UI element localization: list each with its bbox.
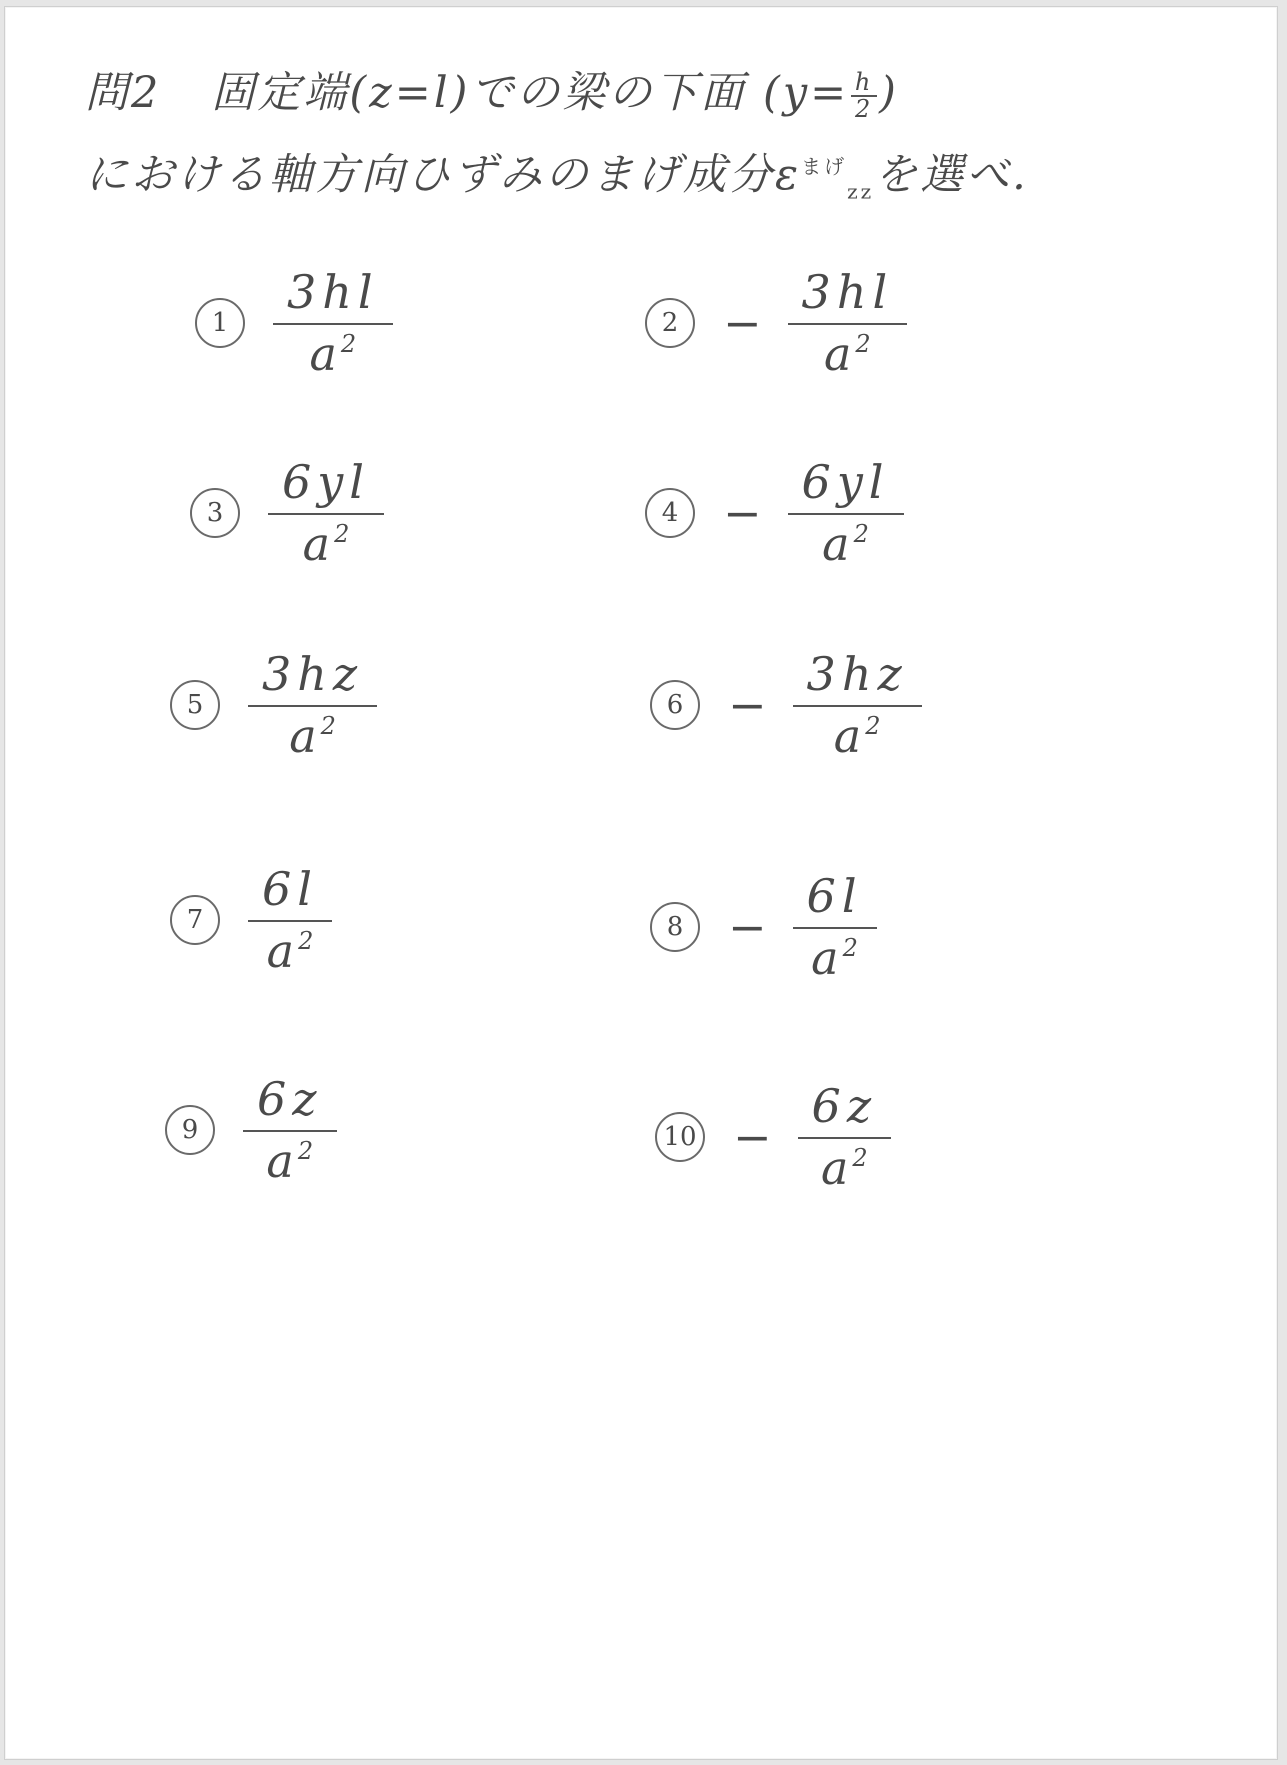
minus-sign: − <box>723 486 762 540</box>
question-fraction-numerator: h <box>854 67 874 96</box>
choice-numerator: 6z <box>811 1079 878 1133</box>
denominator-base: a <box>822 517 850 571</box>
denominator-exponent: 2 <box>340 330 357 358</box>
choice-number-circle: 6 <box>650 680 700 730</box>
question-line-1 <box>85 53 1235 135</box>
choice-number-circle: 10 <box>655 1112 705 1162</box>
choice-4[interactable] <box>645 455 904 571</box>
denominator-base: a <box>823 327 852 381</box>
choice-number-circle: 3 <box>190 488 240 538</box>
question-line-2 <box>85 135 1235 217</box>
choice-fraction <box>788 455 904 571</box>
choice-fraction <box>248 862 332 978</box>
minus-sign: − <box>728 900 767 954</box>
choice-number-circle: 1 <box>195 298 245 348</box>
choice-fraction <box>793 647 922 763</box>
denominator-exponent: 2 <box>320 712 336 740</box>
choice-10[interactable] <box>655 1079 891 1195</box>
choice-numerator: 3hl <box>801 265 894 319</box>
choice-denominator <box>289 707 336 763</box>
question-line1-text: 固定端(z=l)での梁の下面 <box>211 68 747 118</box>
question-line2-text: における軸方向ひずみのまげ成分ε <box>85 149 802 200</box>
denominator-base: a <box>266 1134 294 1188</box>
question-fraction-denominator: 2 <box>855 95 874 123</box>
choice-9[interactable] <box>165 1072 337 1188</box>
denominator-base: a <box>309 327 337 381</box>
choice-numerator: 3hz <box>262 647 364 701</box>
choice-5[interactable] <box>170 647 377 763</box>
choice-fraction <box>243 1072 337 1188</box>
choice-numerator: 6yl <box>801 455 890 509</box>
denominator-base: a <box>820 1141 849 1195</box>
denominator-exponent: 2 <box>865 712 881 740</box>
choice-number-circle: 2 <box>645 298 695 348</box>
choice-8[interactable] <box>650 869 877 985</box>
choice-fraction <box>268 455 384 571</box>
choice-numerator: 3hl <box>287 265 379 319</box>
choice-numerator: 6yl <box>282 455 370 509</box>
question-label: 問2 <box>85 68 162 118</box>
denominator-base: a <box>811 931 839 985</box>
minus-sign: − <box>733 1110 772 1164</box>
choice-denominator <box>834 707 881 763</box>
question-line2-end: を選べ. <box>874 149 1029 200</box>
question-symbol-subscript: zz <box>847 179 875 204</box>
paper-sheet <box>4 6 1278 1760</box>
choice-fraction <box>273 265 393 381</box>
denominator-exponent: 2 <box>853 520 869 548</box>
choice-denominator <box>822 515 869 571</box>
choice-number-circle: 5 <box>170 680 220 730</box>
choice-number-circle: 4 <box>645 488 695 538</box>
choice-fraction <box>248 647 377 763</box>
choice-numerator: 6l <box>262 862 318 916</box>
minus-sign: − <box>728 678 767 732</box>
denominator-base: a <box>833 709 862 763</box>
choice-fraction <box>798 1079 892 1195</box>
choice-2[interactable] <box>645 265 907 381</box>
choice-7[interactable] <box>170 862 332 978</box>
choice-denominator <box>267 922 314 978</box>
choice-denominator <box>303 515 350 571</box>
denominator-exponent: 2 <box>855 330 871 358</box>
question-condition-close: ) <box>879 68 899 118</box>
denominator-exponent: 2 <box>334 520 350 548</box>
question-symbol-superscript: まげ <box>801 154 848 179</box>
denominator-exponent: 2 <box>842 934 858 962</box>
choice-6[interactable] <box>650 647 922 763</box>
choice-number-circle: 9 <box>165 1105 215 1155</box>
question-condition-open: (y= <box>763 68 850 118</box>
choice-numerator: 3hz <box>806 647 908 701</box>
choice-numerator: 6l <box>806 869 863 923</box>
denominator-base: a <box>302 517 331 571</box>
choice-fraction <box>793 869 877 985</box>
denominator-exponent: 2 <box>298 927 314 955</box>
choice-numerator: 6z <box>257 1072 323 1126</box>
choice-denominator <box>811 929 858 985</box>
choice-number-circle: 7 <box>170 895 220 945</box>
denominator-exponent: 2 <box>297 1137 314 1165</box>
choice-denominator <box>266 1132 313 1188</box>
choice-denominator <box>824 325 871 381</box>
choice-1[interactable] <box>195 265 393 381</box>
choice-3[interactable] <box>190 455 384 571</box>
denominator-exponent: 2 <box>852 1144 868 1172</box>
question-fraction <box>851 67 877 123</box>
minus-sign: − <box>723 296 762 350</box>
choice-denominator <box>821 1139 868 1195</box>
denominator-base: a <box>266 924 295 978</box>
choice-denominator <box>309 325 356 381</box>
choice-number-circle: 8 <box>650 902 700 952</box>
choice-fraction <box>788 265 908 381</box>
question-text <box>85 53 1235 216</box>
denominator-base: a <box>289 709 317 763</box>
